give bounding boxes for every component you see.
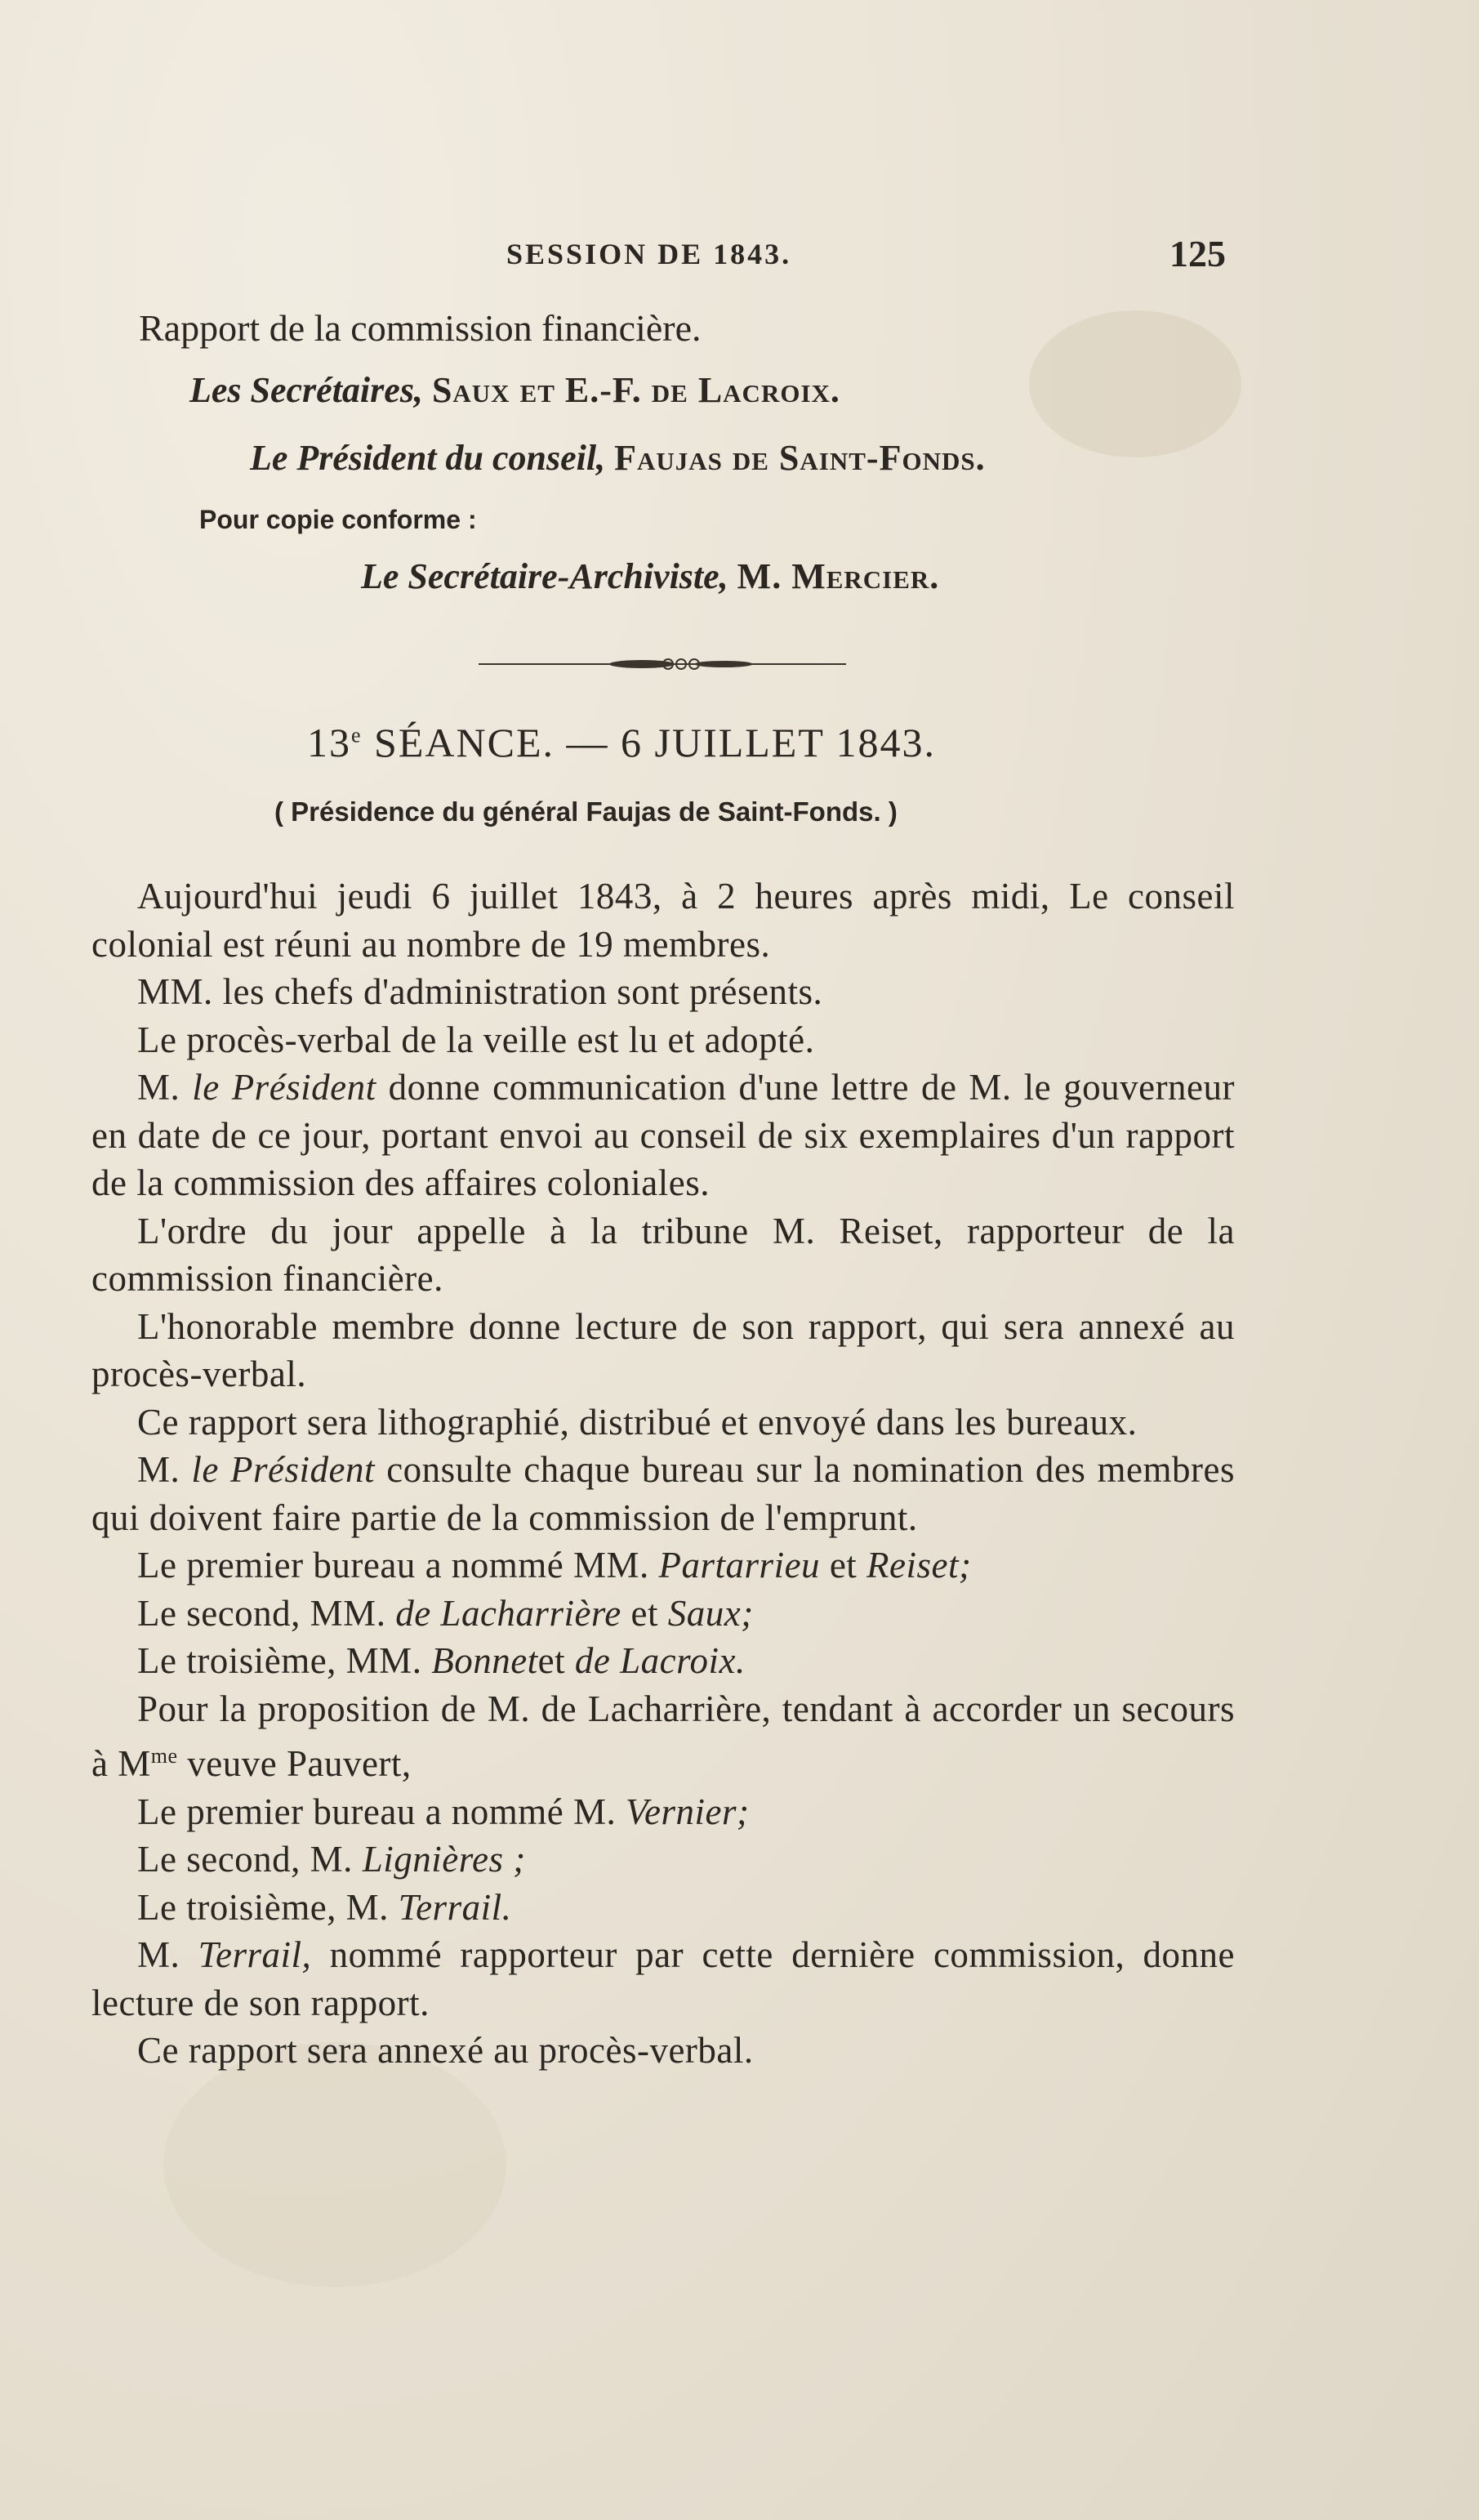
session-heading: 13e SÉANCE. — 6 JUILLET 1843. [307,720,936,765]
paragraph-lithograph: Ce rapport sera lithographié, distribué et envoyé dans les bureaux. [137,1401,1138,1443]
paper-stain [163,2042,506,2287]
paragraph-second-bureau-2: Le second, M. Lignières ; [137,1839,526,1880]
paragraph-third-bureau-2: Le troisième, M. Terrail. [137,1886,512,1928]
president-label: Le Président du conseil, [250,438,606,478]
president-name: Faujas de Saint-Fonds. [614,438,986,478]
running-title: SESSION DE 1843. [506,238,792,270]
paragraph-third-bureau: Le troisième, MM. Bonnetet de Lacroix. [137,1640,746,1681]
archivist-label: Le Secrétaire-Archiviste, [361,556,728,596]
minutes-body [91,872,1235,2075]
report-line: Rapport de la commission financière. [139,307,702,349]
paragraph-first-bureau: Le premier bureau a nommé MM. Partarrieu et Reiset; [137,1545,972,1586]
copy-note: Pour copie conforme : [199,505,477,534]
archivist-name: M. Mercier. [737,556,940,596]
secretaries-signature [189,369,840,411]
archivist-signature [361,555,939,597]
paragraph-order-of-day: L'ordre du jour appelle à la tribune M. Reiset, rapporteur de la commission financière. [91,1210,1235,1299]
secretaries-names: Saux et E.-F. de Lacroix. [431,370,840,410]
president-signature [250,437,986,479]
page-header [0,233,1479,286]
paragraph-rapporteur: M. Terrail, nommé rapporteur par cette dernière commission, donne lecture de son rapport. [91,1934,1236,2023]
paragraph-communication: M. le Président donne communication d'une lettre de M. le gouverneur en date de ce jour, portant envoi au conseil de six exemplaires d'un rapport de la commission des affaires coloniales. [91,1067,1236,1203]
paragraph-annexed: Ce rapport sera annexé au procès-verbal. [137,2030,754,2071]
presidence-note: ( Présidence du général Faujas de Saint-Fonds. ) [274,796,898,827]
page-number: 125 [1169,233,1226,274]
paper-stain [1029,310,1241,457]
paragraph-attendance: MM. les chefs d'administration sont présents. [137,971,823,1012]
paragraph-first-bureau-2: Le premier bureau a nommé M. Vernier; [137,1791,750,1832]
paragraph-nomination: M. le Président consulte chaque bureau sur la nomination des membres qui doivent faire partie de la commission de l'emprunt. [91,1449,1235,1538]
secretaries-label: Les Secrétaires, [189,370,423,410]
paragraph-second-bureau: Le second, MM. de Lacharrière et Saux; [137,1592,754,1634]
paragraph-reading: L'honorable membre donne lecture de son rapport, qui sera annexé au procès-verbal. [91,1305,1235,1394]
paragraph-opening: Aujourd'hui jeudi 6 juillet 1843, à 2 heures après midi, Le conseil colonial est réuni au nombre de 19 membres. [91,876,1235,965]
paragraph-minutes-adopted: Le procès-verbal de la veille est lu et adopté. [137,1019,815,1060]
ornamental-divider [479,658,846,670]
paragraph-proposal: Pour la proposition de M. de Lacharrière, tendant à accorder un secours à $M^{me}$ veuve Pauvert, [91,1688,1235,1784]
